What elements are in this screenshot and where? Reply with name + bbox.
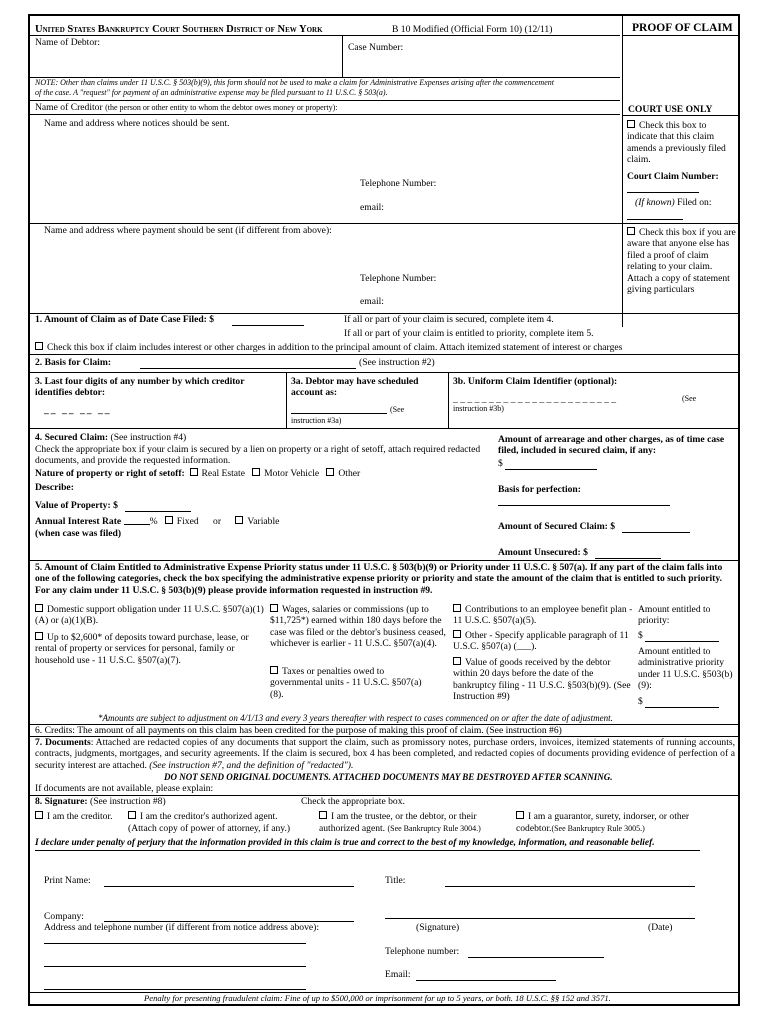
divider	[448, 372, 449, 428]
domestic-support-text: Domestic support obligation under 11 U.S.C. §507(a)(1)(A) or (a)(1)(B).	[35, 604, 264, 627]
creditor-name-desc: (the person or other entity to whom the debtor owes money or property):	[105, 103, 338, 112]
agent-checkbox[interactable]	[128, 811, 136, 819]
variable-checkbox[interactable]	[235, 516, 243, 524]
title-field[interactable]	[445, 886, 695, 887]
court-use-divider	[622, 16, 623, 327]
when-case-filed: (when case was filed)	[35, 528, 122, 539]
trustee-note	[319, 823, 481, 834]
value-of-property-label: Value of Property: $	[35, 500, 118, 511]
scheduled-account-field[interactable]	[291, 413, 387, 414]
creditor-text: I am the creditor.	[47, 811, 113, 822]
other-checkbox[interactable]	[326, 468, 334, 476]
date-caption: (Date)	[648, 922, 673, 933]
signature-caption: (Signature)	[416, 922, 460, 933]
trustee-checkbox[interactable]	[319, 811, 327, 819]
real-estate-checkbox[interactable]	[190, 468, 198, 476]
or-text: or	[213, 516, 222, 527]
nature-of-property-row	[35, 468, 360, 479]
amount-of-claim-text: 1. Amount of Claim as of Date Case Filed:	[35, 314, 207, 325]
divider	[30, 223, 738, 224]
fixed-text: Fixed	[176, 516, 199, 527]
domestic-support-checkbox[interactable]	[35, 604, 43, 612]
divider	[342, 35, 343, 77]
value-of-property-field[interactable]	[125, 511, 191, 512]
signature-see-instruction: (See instruction #8)	[90, 796, 166, 807]
priority-note: If all or part of your claim is entitled to priority, complete item 5.	[344, 328, 594, 339]
real-estate-text: Real Estate	[201, 468, 245, 479]
trustee-note-b: (See Bankruptcy Rule 3004.)	[387, 824, 481, 833]
admin-dollar: $	[638, 696, 643, 707]
guarantor-note	[516, 823, 645, 834]
creditor-name-label-text: Name of Creditor	[35, 102, 103, 113]
goods-received-option[interactable]	[453, 657, 635, 703]
unsecured-amount-label: Amount Unsecured: $	[498, 547, 588, 558]
interest-checkbox-row[interactable]	[35, 342, 622, 353]
payment-phone-label: Telephone Number:	[360, 273, 437, 284]
percent-sign: %	[149, 516, 158, 527]
proof-of-claim-title: PROOF OF CLAIM	[632, 22, 733, 34]
court-claim-number-label: Court Claim Number:	[627, 171, 719, 182]
see-3b-a: (See	[682, 394, 697, 403]
court-use-only: COURT USE ONLY	[628, 104, 713, 115]
signature-label: 8. Signature:	[35, 796, 88, 807]
other-priority-checkbox[interactable]	[453, 630, 461, 638]
divider	[622, 35, 738, 36]
amount-priority-field[interactable]	[645, 641, 719, 642]
address-field-3[interactable]	[44, 989, 306, 990]
arrearage-dollar: $	[498, 458, 503, 469]
deposits-text: Up to $2,600* of deposits toward purchase, lease, or rental of property or services for personal, family or household use - 11 U.S.C. §507(a)(7).	[35, 632, 249, 666]
case-number-label: Case Number:	[348, 42, 404, 53]
other-priority-option[interactable]	[453, 630, 635, 653]
uci-field[interactable]: _ _ _ _ _ _ _ _ _ _ _ _ _ _ _ _ _ _ _ _ _ _ _	[453, 394, 617, 405]
basis-see-instruction: (See instruction #2)	[359, 357, 435, 368]
wages-checkbox[interactable]	[270, 604, 278, 612]
goods-received-checkbox[interactable]	[453, 657, 461, 665]
last-four-digits-field[interactable]: __ __ __ __	[44, 405, 112, 416]
divider	[30, 428, 738, 429]
note-line-2: of the case. A "request" for payment of an administrative expense may be filed pursuant to 11 U.S.C. § 503(a).	[35, 88, 388, 97]
amount-of-claim-label	[35, 314, 214, 325]
see-3b-b: instruction #3b)	[453, 404, 504, 413]
if-known-label: (If known)	[635, 197, 675, 208]
deposits-option[interactable]	[35, 632, 267, 666]
documents-paragraph	[35, 737, 735, 771]
basis-for-claim-field[interactable]	[140, 368, 356, 369]
taxes-checkbox[interactable]	[270, 666, 278, 674]
goods-received-text: Value of goods received by the debtor within 20 days before the date of the bankruptcy filing - 11 U.S.C. §503(b)(9). (See Instruction #9)	[453, 657, 631, 703]
print-name-field[interactable]	[104, 886, 354, 887]
basis-for-perfection-field[interactable]	[498, 505, 670, 506]
filed-on-row	[635, 197, 712, 208]
notices-address-label: Name and address where notices should be sent.	[44, 118, 230, 129]
signature-field[interactable]	[385, 918, 695, 919]
interest-checkbox[interactable]	[35, 342, 43, 350]
secured-claim-desc: Check the appropriate box if your claim is secured by a lien on property or a right of setoff, attach required redacted documents, and provide the requested information.	[35, 444, 481, 467]
contributions-checkbox[interactable]	[453, 604, 461, 612]
address-phone-label: Address and telephone number (if different from notice address above):	[44, 922, 320, 933]
domestic-support-option[interactable]	[35, 604, 267, 627]
agent-option[interactable]	[128, 811, 278, 822]
amend-claim-checkbox-row[interactable]	[627, 120, 739, 166]
arrearage-field[interactable]	[505, 469, 597, 470]
variable-option[interactable]	[235, 516, 279, 527]
documents-text: : Attached are redacted copies of any documents that support the claim, such as promissory notes, purchase orders, invoices, itemized statements of running accounts, contracts, judgments, mortgages, and security agreements. If the claim is secured, box 4 has been completed, and redacted copies of documents providing evidence of perfection of a security interest are attached.	[35, 737, 735, 771]
aware-claim-checkbox-row[interactable]	[627, 227, 739, 295]
motor-vehicle-checkbox[interactable]	[252, 468, 260, 476]
agent-text: I am the creditor's authorized agent.	[140, 811, 278, 822]
priority-heading: 5. Amount of Claim Entitled to Administrative Expense Priority status under 11 U.S.C. § 503(b)(9) or Priority under 11 U.S.C. § 507(a). If any part of the claim falls into one of the following categories, check the box specifying the administrative expense priority or priority and state the amount of the claim that is entitled to such priority. For any claim under 11 U.S.C. § 503(b)(9) please provide information requested in instruction #9.	[35, 562, 723, 596]
interest-text: Check this box if claim includes interest or other charges in addition to the principal amount of claim. Attach itemized statement of interest or charges	[47, 342, 623, 353]
arrearage-label: Amount of arrearage and other charges, as of time case filed, included in secured claim, if any:	[498, 434, 725, 457]
secured-see-instruction: (See instruction #4)	[110, 432, 187, 443]
basis-for-claim-label: 2. Basis for Claim:	[35, 357, 112, 368]
unsecured-amount-field[interactable]	[595, 558, 661, 559]
contributions-option[interactable]	[453, 604, 635, 627]
credits-text: 6. Credits: The amount of all payments on this claim has been credited for the purpose of making this proof of claim. (See instruction #6)	[35, 725, 562, 736]
amend-claim-text: Check this box to indicate that this claim amends a previously filed claim.	[627, 120, 726, 166]
print-name-label: Print Name:	[44, 875, 91, 886]
notices-phone-label: Telephone Number:	[360, 178, 437, 189]
priority-dollar: $	[638, 630, 643, 641]
filed-on-field[interactable]	[627, 219, 683, 220]
title-label: Title:	[385, 875, 406, 886]
wages-option[interactable]	[270, 604, 446, 650]
fixed-option[interactable]	[165, 516, 199, 527]
divider	[30, 372, 738, 373]
court-name: United States Bankruptcy Court Southern District of New York	[35, 24, 323, 35]
amend-claim-checkbox[interactable]	[627, 120, 635, 128]
check-appropriate-label: Check the appropriate box.	[301, 796, 405, 807]
telephone-label: Telephone number:	[385, 946, 460, 957]
agent-note: (Attach copy of power of attorney, if any.)	[128, 823, 291, 834]
adjustment-footnote: *Amounts are subject to adjustment on 4/1/13 and every 3 years thereafter with respect to cases commenced on or after the date of adjustment.	[98, 713, 613, 723]
scheduled-account-label: 3a. Debtor may have scheduled account as:	[291, 376, 419, 399]
last-four-digits-label: 3. Last four digits of any number by which creditor identifies debtor:	[35, 376, 245, 399]
secured-amount-label: Amount of Secured Claim: $	[498, 521, 616, 532]
documents-see-instruction: (See instruction #7, and the definition of "redacted").	[149, 759, 354, 771]
payment-email-label: email:	[360, 296, 384, 307]
trustee-option[interactable]	[319, 811, 477, 822]
fixed-checkbox[interactable]	[165, 516, 173, 524]
other-option[interactable]	[326, 468, 360, 479]
email-field[interactable]	[416, 980, 556, 981]
amount-of-claim-field[interactable]	[232, 325, 304, 326]
court-claim-number-field[interactable]	[627, 192, 699, 193]
perjury-declaration: I declare under penalty of perjury that the information provided in this claim is true and correct to the best of my knowledge, information, and reasonable belief.	[35, 838, 655, 848]
see-3a-b: instruction #3a)	[291, 416, 342, 425]
describe-label: Describe:	[35, 482, 74, 493]
motor-vehicle-option[interactable]	[252, 468, 319, 479]
real-estate-option[interactable]	[190, 468, 245, 479]
email-label: Email:	[385, 969, 411, 980]
wages-text: Wages, salaries or commissions (up to $11,725*) earned within 180 days before the case was filed or the debtor's business ceased, whichever is earlier - 11 U.S.C. §507(a)(4).	[270, 604, 446, 650]
amount-priority-label: Amount entitled to priority:	[638, 604, 711, 627]
company-label: Company:	[44, 911, 84, 922]
variable-text: Variable	[247, 516, 280, 527]
note-line-1: NOTE: Other than claims under 11 U.S.C. § 503(b)(9), this form should not be used to make a claim for Administrative Expenses arising after the commencement	[35, 78, 554, 87]
not-available-label: If documents are not available, please explain:	[35, 783, 214, 794]
see-3a-a: (See	[390, 405, 405, 414]
taxes-option[interactable]	[270, 666, 430, 700]
aware-claim-text: Check this box if you are aware that anyone else has filed a proof of claim relating to your claim. Attach a copy of statement giving particulars	[627, 227, 736, 296]
creditor-checkbox[interactable]	[35, 811, 43, 819]
deposits-checkbox[interactable]	[35, 632, 43, 640]
divider	[30, 354, 738, 355]
aware-claim-checkbox[interactable]	[627, 227, 635, 235]
contributions-text: Contributions to an employee benefit plan - 11 U.S.C. §507(a)(5).	[453, 604, 633, 627]
amount-admin-label: Amount entitled to administrative priority under 11 U.S.C. §503(b)(9):	[638, 646, 733, 692]
penalty-notice: Penalty for presenting fraudulent claim: Fine of up to $500,000 or imprisonment for up to 5 years, or both. 18 U.S.C. §§ 152 and 3571.	[144, 993, 611, 1003]
name-of-debtor-label: Name of Debtor:	[35, 37, 101, 48]
divider	[30, 114, 620, 115]
amount-dollar: $	[209, 314, 215, 325]
other-text: Other	[338, 468, 361, 479]
divider	[30, 35, 620, 36]
creditor-option[interactable]	[35, 811, 113, 822]
address-field-1[interactable]	[44, 943, 306, 944]
signature-heading	[35, 796, 166, 807]
trustee-note-a: authorized agent.	[319, 823, 386, 834]
taxes-text: Taxes or penalties owed to governmental units - 11 U.S.C. §507(a)(8).	[270, 666, 422, 700]
secured-claim-heading	[35, 432, 186, 443]
do-not-send-warning: DO NOT SEND ORIGINAL DOCUMENTS. ATTACHED DOCUMENTS MAY BE DESTROYED AFTER SCANNING.	[164, 772, 613, 782]
secured-note: If all or part of your claim is secured, complete item 4.	[344, 314, 554, 325]
guarantor-note-a: codebtor.	[516, 823, 552, 834]
basis-for-perfection-label: Basis for perfection:	[498, 484, 581, 495]
creditor-name-label	[35, 102, 337, 113]
proof-of-claim-form	[28, 14, 740, 1006]
guarantor-option[interactable]	[516, 811, 689, 822]
guarantor-note-b: (See Bankruptcy Rule 3005.)	[551, 824, 645, 833]
trustee-text: I am the trustee, or the debtor, or their	[331, 811, 477, 822]
uci-label: 3b. Uniform Claim Identifier (optional):	[453, 376, 618, 387]
secured-claim-label: 4. Secured Claim:	[35, 432, 109, 443]
interest-rate-field[interactable]	[124, 524, 150, 525]
documents-label: 7. Documents	[35, 737, 91, 748]
nature-label: Nature of property or right of setoff:	[35, 468, 185, 479]
divider	[30, 100, 620, 101]
form-id: B 10 Modified (Official Form 10) (12/11)	[392, 24, 553, 35]
other-priority-text: Other - Specify applicable paragraph of 11 U.S.C. §507(a) (___).	[453, 630, 629, 653]
address-field-2[interactable]	[44, 966, 306, 967]
notices-email-label: email:	[360, 202, 384, 213]
divider	[35, 850, 700, 851]
payment-address-label: Name and address where payment should be sent (if different from above):	[44, 225, 332, 236]
guarantor-checkbox[interactable]	[516, 811, 524, 819]
interest-rate-label: Annual Interest Rate	[35, 516, 122, 527]
filed-on-label: Filed on:	[677, 197, 712, 208]
guarantor-text: I am a guarantor, surety, indorser, or other	[528, 811, 690, 822]
divider	[622, 115, 738, 116]
interest-rate-row	[35, 516, 279, 527]
divider	[30, 560, 738, 561]
secured-amount-field[interactable]	[622, 532, 690, 533]
motor-vehicle-text: Motor Vehicle	[264, 468, 320, 479]
divider	[286, 372, 287, 428]
telephone-field[interactable]	[468, 957, 604, 958]
amount-admin-field[interactable]	[645, 707, 719, 708]
